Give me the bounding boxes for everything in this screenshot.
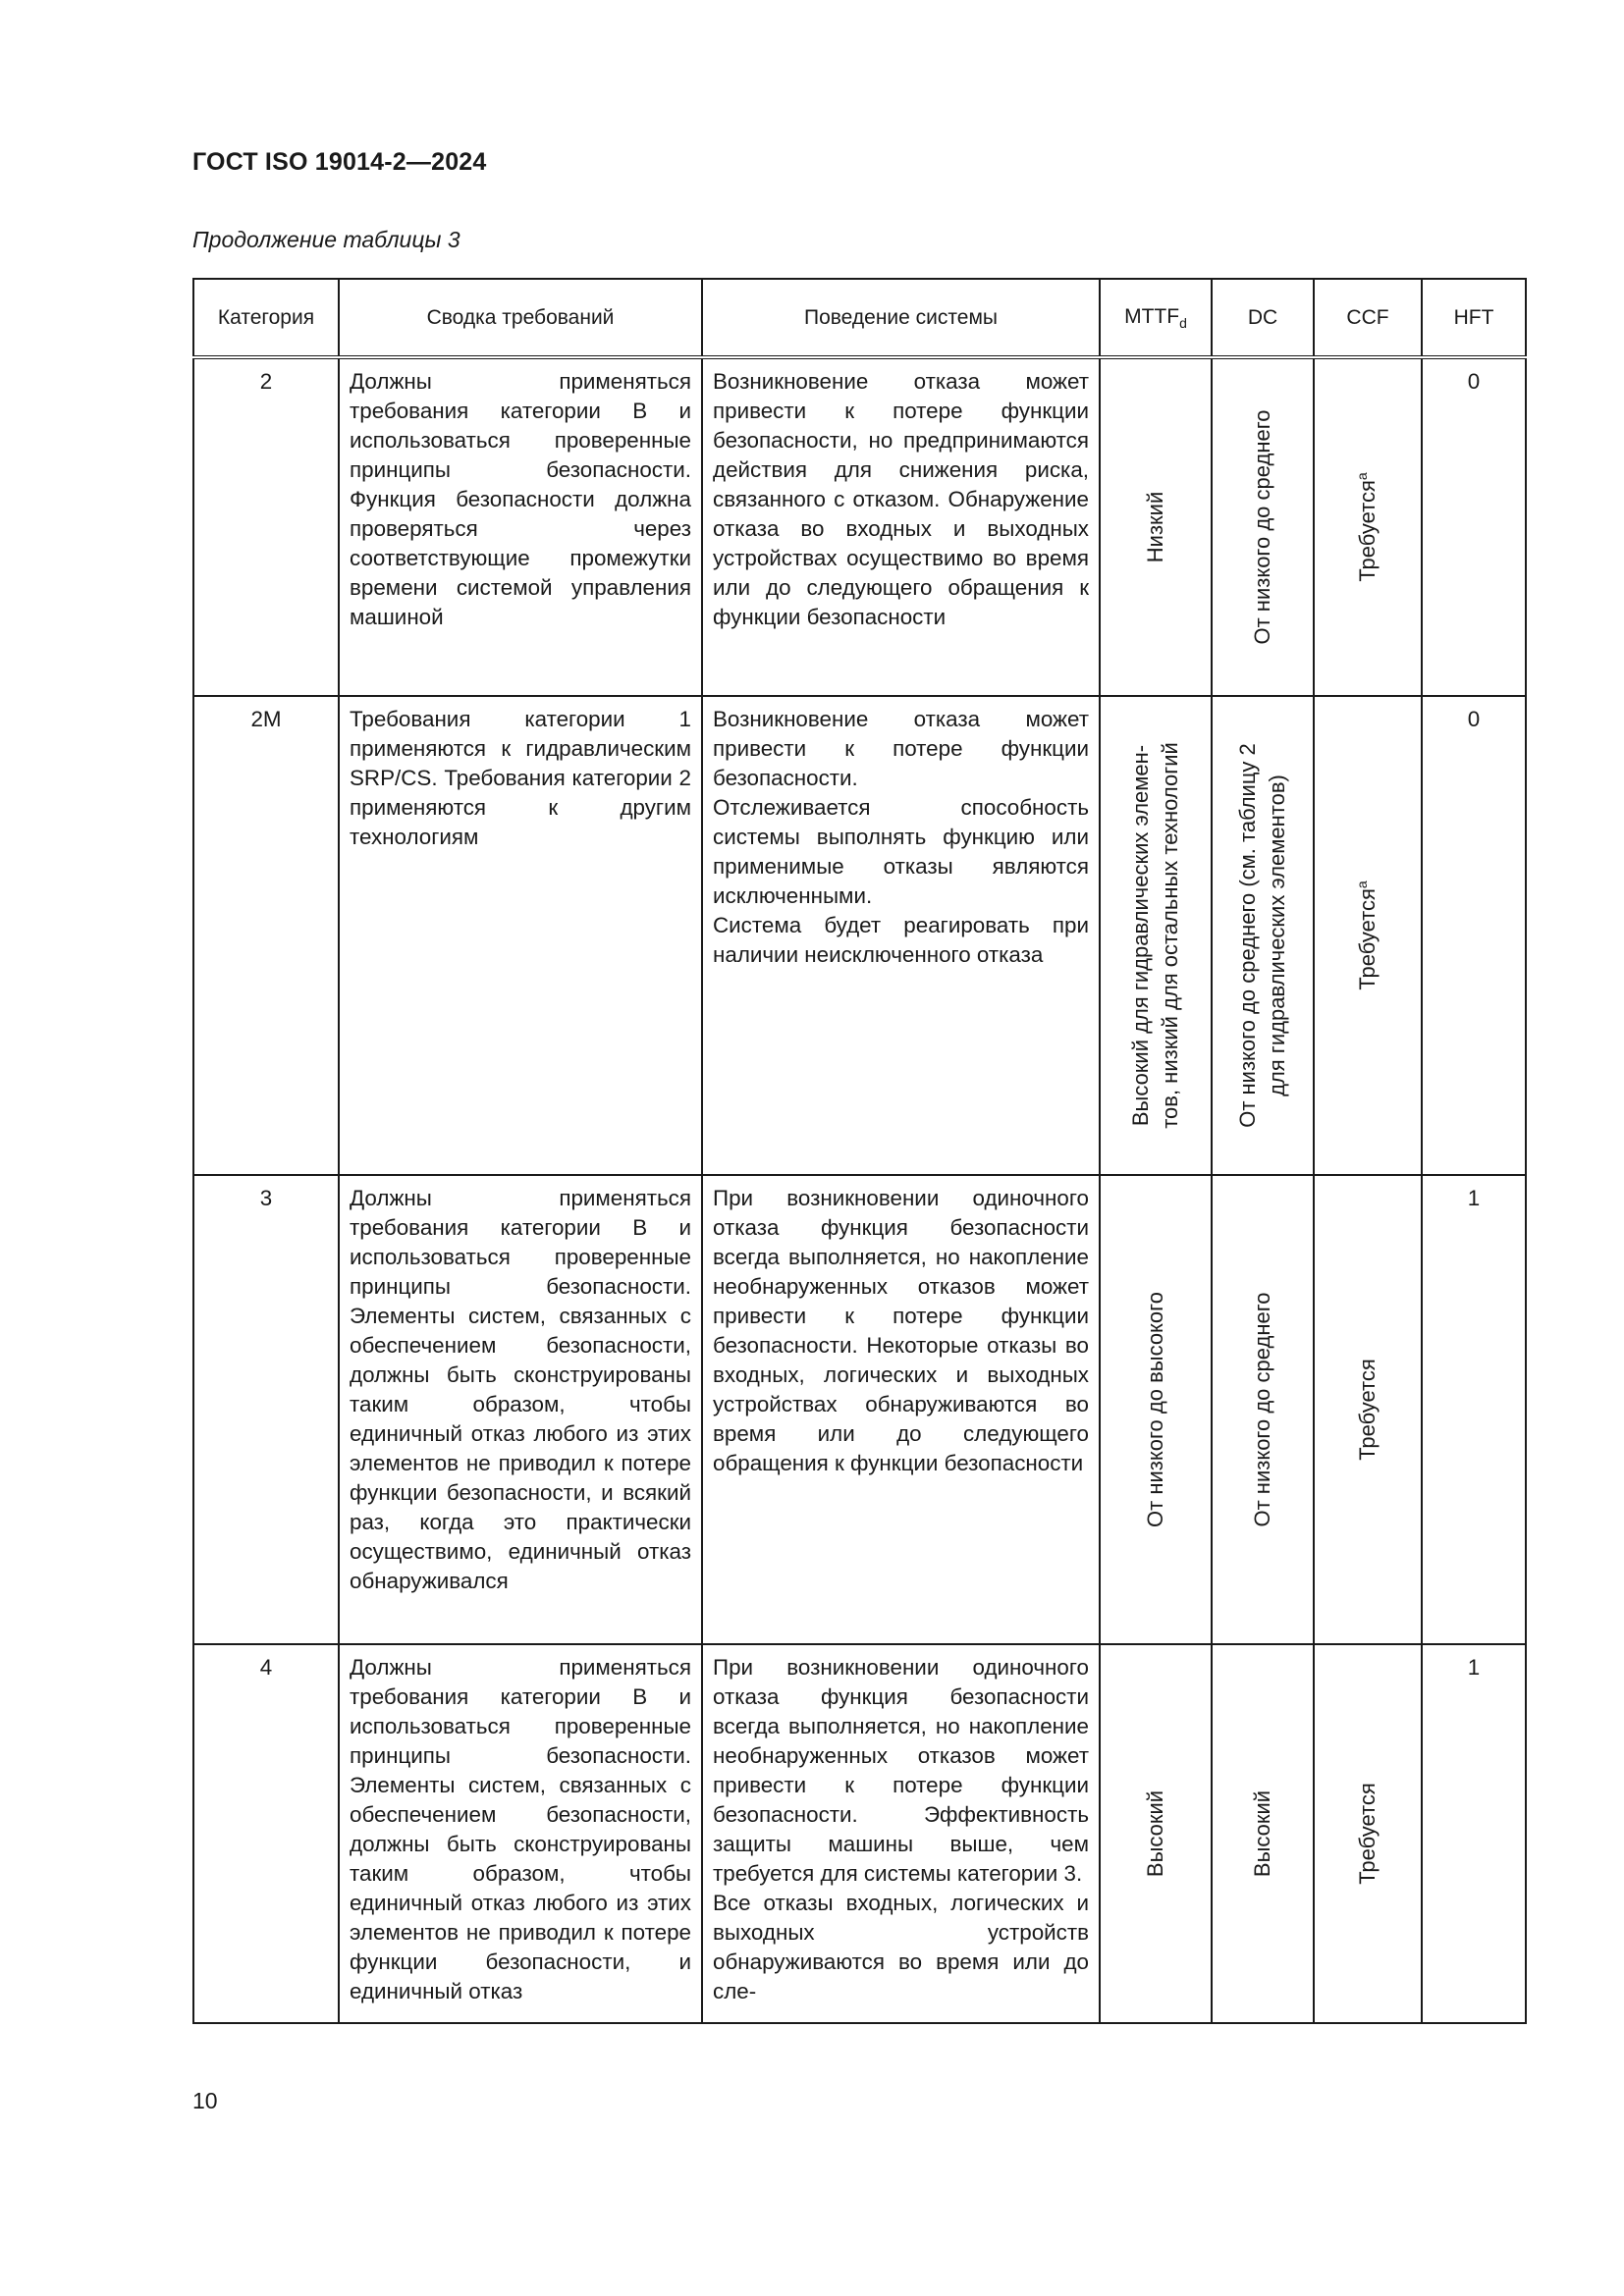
behavior-cell: При возникновении одиночного отказа функция безопасности всегда выполняется, но накопление необнаруженных отказов может привести к потере функции безопасности. Некоторые отказы во входных, логических и выходных устройствах обнаруживаются во время или до следующего обращения к функции безопасности <box>702 1175 1100 1644</box>
ccf-text <box>1353 881 1382 989</box>
mttf-line: Высокий для гидравлических элемен- <box>1128 744 1153 1127</box>
behavior-cell: Возникновение отказа может привести к потере функции безопасности, но предпринимаются действия для снижения риска, связанного с отказом. Обнаружение отказа во входных и выходных устройствах осуществимо во время или до следующего обращения к функции безопасности <box>702 357 1100 696</box>
ccf-value: Требуется <box>1355 480 1380 582</box>
summary-cell: Должны применяться требования категории В и использоваться проверенные принципы безопасности. Элементы систем, связанных с обеспечением безопасности, должны быть сконструированы таким образом, чтобы единичный отказ любого из этих элементов не приводил к потере функции безопасности, и единичный отказ <box>339 1644 702 2023</box>
table-row <box>193 1644 1526 2023</box>
mttf-cell <box>1100 696 1212 1175</box>
summary-cell: Должны применяться требования категории В и использоваться проверенные принципы безопасности. Функция безопасности должна проверяться через соответствующие промежутки времени системой управления машиной <box>339 357 702 696</box>
dc-line: От низкого до среднего <box>1250 409 1274 645</box>
mttf-line: От низкого до высокого <box>1143 1292 1167 1527</box>
ccf-cell <box>1314 357 1422 696</box>
mttf-cell <box>1100 357 1212 696</box>
hft-cell: 1 <box>1422 1644 1526 2023</box>
mttf-text <box>1141 1292 1170 1527</box>
mttf-cell <box>1100 1175 1212 1644</box>
category-cell: 4 <box>193 1644 339 2023</box>
ccf-value: Требуется <box>1355 888 1380 990</box>
behavior-paragraph: Отслеживается способность системы выполнять функцию или применимые отказы являются исключенными. <box>713 795 1089 908</box>
behavior-paragraph: Возникновение отказа может привести к потере функции безопасности. <box>713 707 1089 790</box>
behavior-cell <box>702 1644 1100 2023</box>
behavior-paragraph: Все отказы входных, логических и выходных устройств обнаруживаются во время или до сле- <box>713 1891 1089 2003</box>
col-header-summary: Сводка требований <box>339 279 702 357</box>
document-header: ГОСТ ISO 19014-2—2024 <box>192 148 487 176</box>
table-row <box>193 1175 1526 1644</box>
category-cell: 2M <box>193 696 339 1175</box>
hft-cell: 0 <box>1422 357 1526 696</box>
mttf-text <box>1141 1790 1170 1877</box>
behavior-paragraph: При возникновении одиночного отказа функция безопасности всегда выполняется, но накопление необнаруженных отказов может привести к потере функции безопасности. Эффективность защиты машины выше, чем требуется для системы категории 3. <box>713 1655 1089 1886</box>
dc-cell <box>1212 1644 1314 2023</box>
hft-cell: 1 <box>1422 1175 1526 1644</box>
col-header-hft: HFT <box>1422 279 1526 357</box>
dc-cell <box>1212 696 1314 1175</box>
col-header-mttf <box>1100 279 1212 357</box>
mttf-line: тов, низкий для остальных технологий <box>1158 742 1182 1129</box>
col-header-ccf: CCF <box>1314 279 1422 357</box>
table-row <box>193 696 1526 1175</box>
col-header-dc: DC <box>1212 279 1314 357</box>
table-row <box>193 357 1526 696</box>
ccf-cell <box>1314 1175 1422 1644</box>
ccf-text <box>1353 1359 1382 1461</box>
col-header-mttf-subscript: d <box>1179 314 1187 331</box>
dc-line: Высокий <box>1250 1789 1274 1878</box>
ccf-footnote-mark: а <box>1354 472 1370 481</box>
dc-text <box>1248 1790 1277 1877</box>
dc-line: От низкого до среднего (см. таблицу 2 <box>1235 743 1260 1128</box>
page-number: 10 <box>192 2088 218 2113</box>
col-header-mttf-label: MTTF <box>1124 304 1180 328</box>
requirements-table <box>192 278 1527 2024</box>
col-header-behavior: Поведение системы <box>702 279 1100 357</box>
mttf-cell <box>1100 1644 1212 2023</box>
dc-text <box>1233 743 1292 1128</box>
ccf-text <box>1353 1783 1382 1885</box>
mttf-line: Высокий <box>1143 1789 1167 1878</box>
ccf-value: Требуется <box>1355 1783 1380 1885</box>
summary-cell: Должны применяться требования категории В и использоваться проверенные принципы безопасности. Элементы систем, связанных с обеспечением безопасности, должны быть сконструированы таким образом, чтобы единичный отказ любого из этих элементов не приводил к потере функции безопасности, и всякий раз, когда это практически осуществимо, единичный отказ обнаруживался <box>339 1175 702 1644</box>
category-cell: 2 <box>193 357 339 696</box>
ccf-cell <box>1314 1644 1422 2023</box>
summary-cell: Требования категории 1 применяются к гидравлическим SRP/CS. Требования категории 2 применяются к другим технологиям <box>339 696 702 1175</box>
dc-text <box>1248 1293 1277 1527</box>
ccf-text <box>1353 472 1382 581</box>
behavior-paragraph: Система будет реагировать при наличии неисключенного отказа <box>713 913 1089 967</box>
col-header-category: Категория <box>193 279 339 357</box>
hft-cell: 0 <box>1422 696 1526 1175</box>
behavior-cell <box>702 696 1100 1175</box>
dc-line: От низкого до среднего <box>1250 1292 1274 1527</box>
ccf-cell <box>1314 696 1422 1175</box>
mttf-text <box>1126 742 1185 1129</box>
category-cell: 3 <box>193 1175 339 1644</box>
dc-line: для гидравлических элементов) <box>1265 774 1289 1096</box>
table-caption: Продолжение таблицы 3 <box>192 227 460 252</box>
mttf-text <box>1141 492 1170 562</box>
dc-cell <box>1212 357 1314 696</box>
dc-text <box>1248 410 1277 645</box>
table-header-row <box>193 279 1526 357</box>
dc-cell <box>1212 1175 1314 1644</box>
ccf-value: Требуется <box>1355 1359 1380 1461</box>
mttf-line: Низкий <box>1143 491 1167 563</box>
ccf-footnote-mark: а <box>1354 881 1370 889</box>
